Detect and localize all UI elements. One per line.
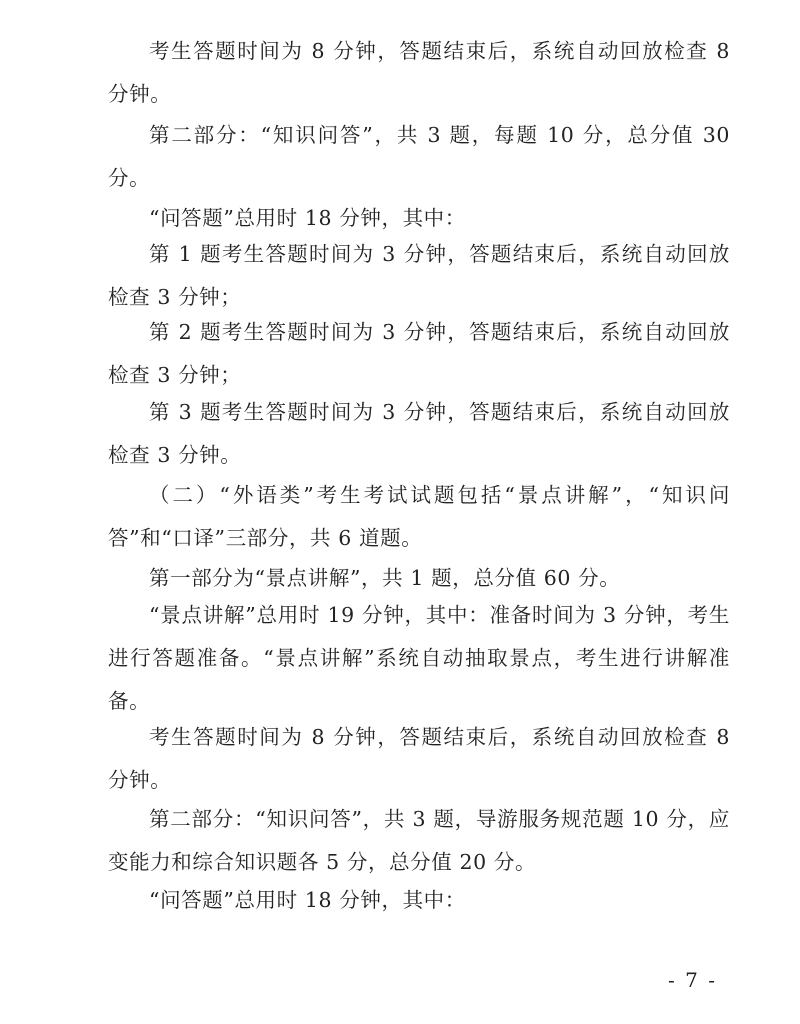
paragraph-3: “问答题”总用时 18 分钟，其中： (149, 206, 466, 230)
paragraph-9: “景点讲解”总用时 19 分钟，其中：准备时间为 3 分钟，考生进行答题准备。“景点讲解”系统自动抽取景点，考生进行讲解准备。 (108, 603, 730, 713)
paragraph-4: 第 1 题考生答题时间为 3 分钟，答题结束后，系统自动回放检查 3 分钟； (108, 242, 730, 309)
paragraph-7: （二）“外语类”考生考试试题包括“景点讲解”，“知识问答”和“口译”三部分，共 6 道题。 (108, 483, 730, 550)
paragraph-12: “问答题”总用时 18 分钟，其中： (149, 888, 466, 912)
paragraph-2: 第二部分：“知识问答”，共 3 题，每题 10 分，总分值 30 分。 (108, 123, 738, 190)
paragraph-5: 第 2 题考生答题时间为 3 分钟，答题结束后，系统自动回放检查 3 分钟； (108, 320, 730, 387)
paragraph-1: 考生答题时间为 8 分钟，答题结束后，系统自动回放检查 8 分钟。 (108, 39, 738, 106)
paragraph-6: 第 3 题考生答题时间为 3 分钟，答题结束后，系统自动回放检查 3 分钟。 (108, 400, 730, 467)
page-number: - 7 - (668, 968, 717, 992)
paragraph-10: 考生答题时间为 8 分钟，答题结束后，系统自动回放检查 8 分钟。 (108, 725, 738, 792)
paragraph-8: 第一部分为“景点讲解”，共 1 题，总分值 60 分。 (149, 566, 621, 590)
paragraph-11: 第二部分：“知识问答”，共 3 题，导游服务规范题 10 分，应变能力和综合知识题各 5 分，总分值 20 分。 (108, 807, 730, 874)
